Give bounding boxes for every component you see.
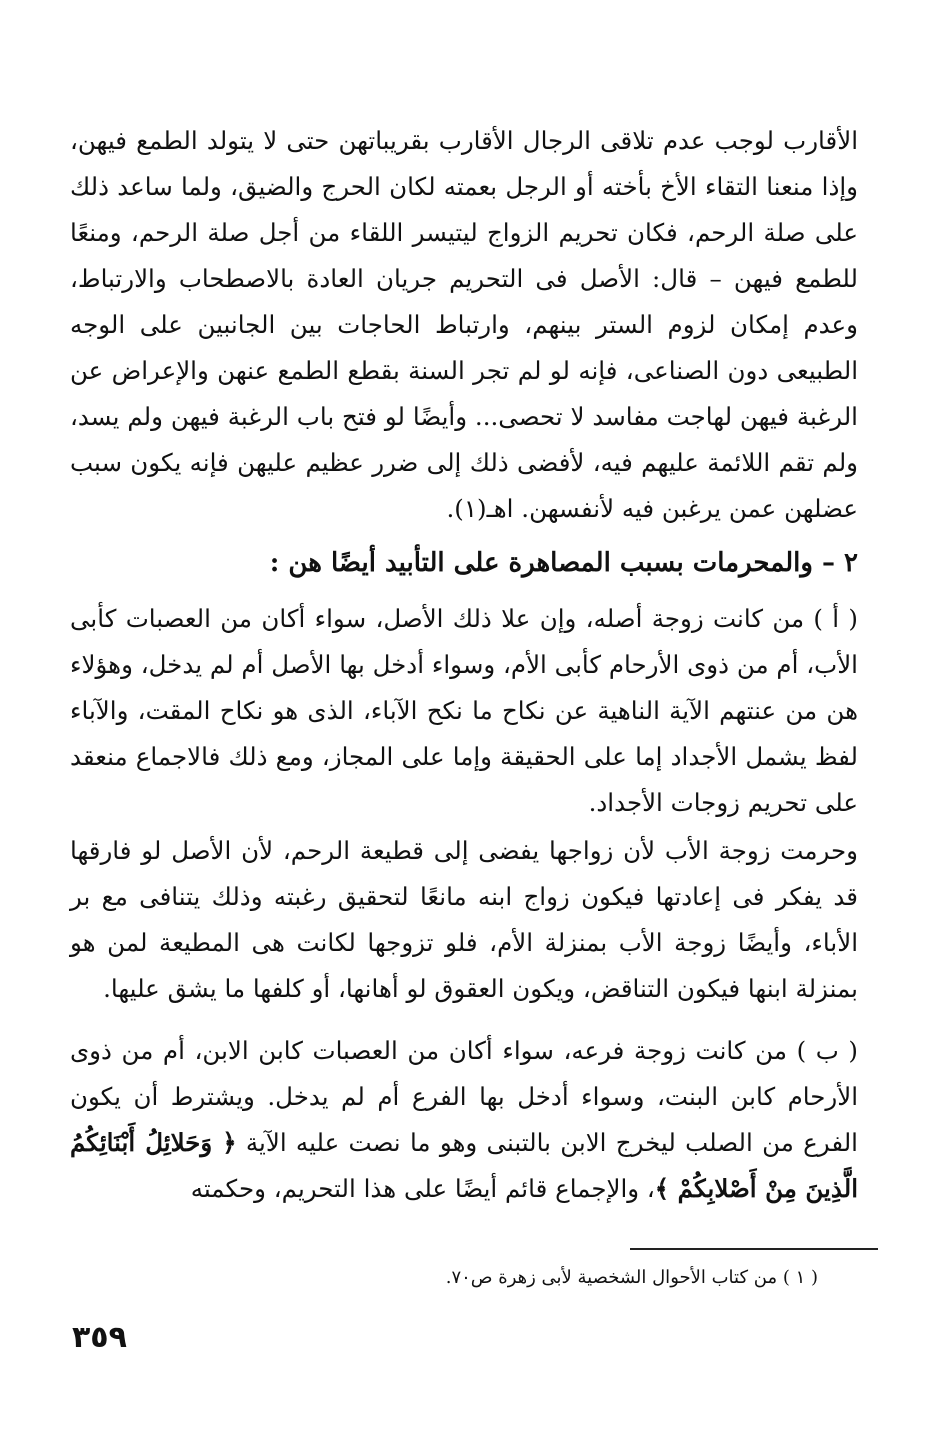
paragraph-2: ( أ ) من كانت زوجة أصله، وإن علا ذلك الأصل، سواء أكان من العصبات كأبى الأب، أم من ذوى الأرحام كأبى الأم، وسواء أدخل بها الأصل أم لم يدخل، وهؤلاء هن من عنتهم الآية الناهية عن نكاح ما نكح الآباء، الذى هو نكاح المقت، والآباء لفظ يشمل الأجداد إما على الحقيقة وإما على المجاز، ومع ذلك فالاجماع منعقد على تحريم زوجات الأجداد. bbox=[70, 604, 858, 817]
footnote: ( ١ ) من كتاب الأحوال الشخصية لأبى زهرة ص٧٠. bbox=[445, 1267, 818, 1288]
paragraph-4-text-start: ( ب ) من كانت زوجة فرعه، سواء أكان من العصبات كابن الابن، أم من ذوى الأرحام كابن البنت، وسواء أدخل بها الفرع أم لم يدخل. ويشترط أن يكون الفرع من الصلب ليخرج الابن بالتبنى وهو ما نصت عليه الآية bbox=[70, 1036, 858, 1157]
paragraph-4 bbox=[70, 1028, 858, 1212]
page-number: ٣٥٩ bbox=[72, 1320, 127, 1355]
quran-verse: ﴿ وَحَلائِلُ أَبْنَائِكُمُ الَّذِينَ مِنْ أَصْلابِكُمْ ﴾ bbox=[70, 1128, 858, 1203]
paragraph-1: الأقارب لوجب عدم تلاقى الرجال الأقارب بقريباتهن حتى لا يتولد الطمع فيهن، وإذا منعنا التقاء الأخ بأخته أو الرجل بعمته لكان الحرج والضيق، ولما ساعد ذلك على صلة الرحم، فكان تحريم الزواج ليتيسر اللقاء من أجل صلة الرحم، ومنعًا للطمع فيهن – قال: الأصل فى التحريم جريان العادة بالاصطحاب والارتباط، وعدم إمكان لزوم الستر بينهم، وارتباط الحاجات بين الجانبين على الوجه الطبيعى دون الصناعى، فإنه لو لم تجر السنة بقطع الطمع عنهن والإعراض عن الرغبة فيهن لهاجت مفاسد لا تحصى... وأيضًا لو فتح باب الرغبة فيهن ولم يسد، ولم تقم اللائمة عليهم فيه، لأفضى ذلك إلى ضرر عظيم عليهن فإنه يكون سبب عضلهن عمن يرغبن فيه لأنفسهن. اهـ(١). bbox=[70, 126, 858, 523]
footnote-separator bbox=[630, 1248, 878, 1250]
paragraph-4-text-end: ، والإجماع قائم أيضًا على هذا التحريم، وحكمته bbox=[190, 1174, 655, 1203]
paragraph-3: وحرمت زوجة الأب لأن زواجها يفضى إلى قطيعة الرحم، لأن الأصل لو فارقها قد يفكر فى إعادتها فيكون زواج ابنه مانعًا لتحقيق رغبته وذلك يتنافى مع بر الأباء، وأيضًا زوجة الأب بمنزلة الأم، فلو تزوجها لكانت هى المطيعة لمن هو بمنزلة ابنها فيكون التناقض، ويكون العقوق لو أهانها، أو كلفها ما يشق عليها. bbox=[70, 836, 858, 1003]
section-heading: ٢ – والمحرمات بسبب المصاهرة على التأبيد أيضًا هن : bbox=[269, 548, 858, 578]
